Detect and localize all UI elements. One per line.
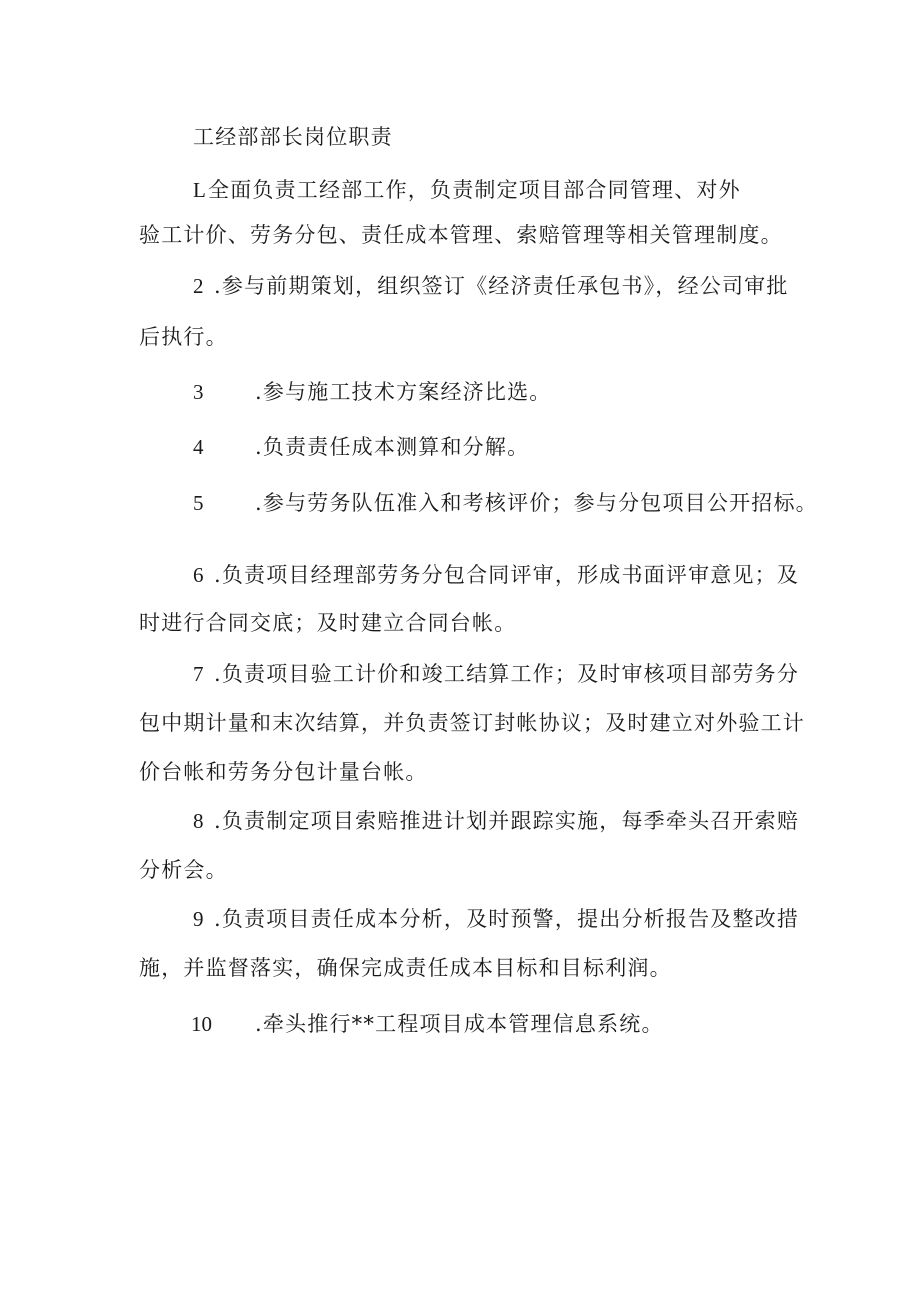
item-9-line-1: .负责项目责任成本分析，及时预警，提出分析报告及整改措 [214,907,800,931]
item-6-line-1: .负责项目经理部劳务分包合同评审，形成书面评审意见；及 [214,563,800,587]
item-6-number: 6 [193,563,204,587]
item-1-line-1: 全面负责工经部工作，负责制定项目部合同管理、对外 [208,178,741,202]
item-3-line-1: .参与施工技术方案经济比选。 [255,380,552,404]
item-5-line-1: .参与劳务队伍准入和考核评价；参与分包项目公开招标。 [255,491,818,515]
item-10-line-1: .牵头推行**工程项目成本管理信息系统。 [255,1012,664,1036]
item-7-number: 7 [193,662,204,686]
item-1-number: L [193,178,206,202]
item-2-line-2: 后执行。 [139,325,228,349]
item-6-line-2: 时进行合同交底；及时建立合同台帐。 [139,611,517,635]
item-8-number: 8 [193,809,204,833]
item-8-line-1: .负责制定项目索赔推进计划并跟踪实施，每季牵头召开索赔 [214,809,800,833]
item-9-number: 9 [193,907,204,931]
item-3-number: 3 [193,380,204,404]
item-5-number: 5 [193,491,204,515]
item-1-line-2: 验工计价、劳务分包、责任成本管理、索赔管理等相关管理制度。 [139,223,783,247]
document-title: 工经部部长岗位职责 [193,125,393,149]
item-7-line-3: 价台帐和劳务分包计量台帐。 [139,760,428,784]
item-10-number: 10 [191,1012,212,1036]
item-4-line-1: .负责责任成本测算和分解。 [255,435,530,459]
item-2-number: 2 [193,274,204,298]
item-8-line-2: 分析会。 [139,858,228,882]
item-9-line-2: 施，并监督落实，确保完成责任成本目标和目标利润。 [139,956,672,980]
item-7-line-2: 包中期计量和末次结算，并负责签订封帐协议；及时建立对外验工计 [139,711,805,735]
item-2-line-1: .参与前期策划，组织签订《经济责任承包书》，经公司审批 [214,274,789,298]
item-4-number: 4 [193,435,204,459]
item-7-line-1: .负责项目验工计价和竣工结算工作；及时审核项目部劳务分 [214,662,800,686]
